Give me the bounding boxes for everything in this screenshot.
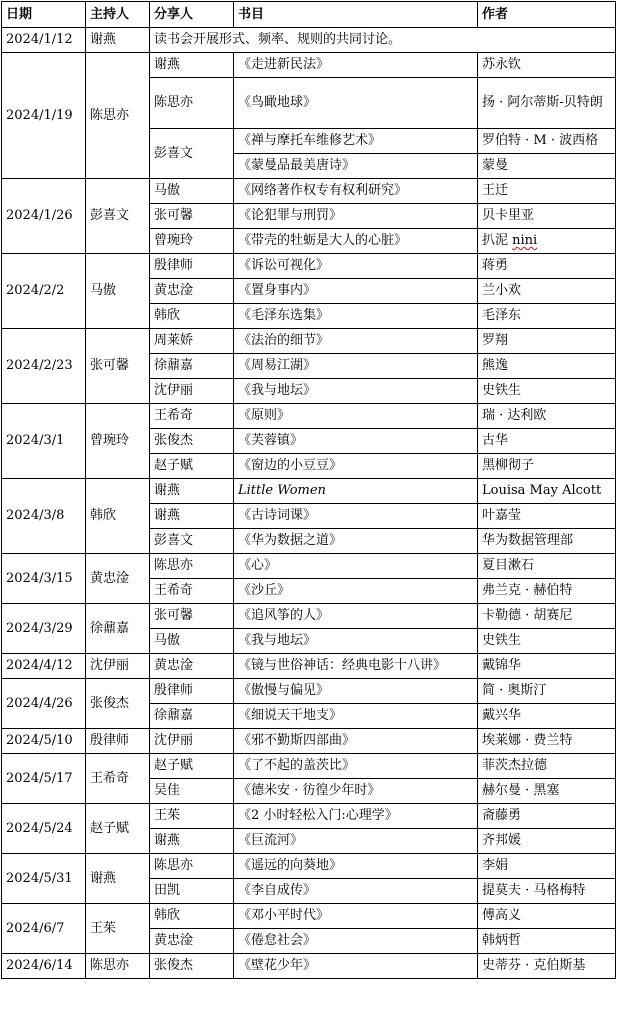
session-date: 2024/2/2 — [2, 254, 86, 329]
session-row — [2, 53, 616, 78]
session-row — [2, 179, 616, 204]
book-title: 《鸟瞰地球》 — [234, 78, 478, 129]
book-author: 罗伯特 · M · 波西格 — [478, 129, 616, 154]
book-title: 《细说天干地支》 — [234, 704, 478, 729]
book-author: 古华 — [478, 429, 616, 454]
session-host: 陈思亦 — [86, 954, 150, 979]
book-title: 《华为数据之道》 — [234, 529, 478, 554]
session-date: 2024/1/26 — [2, 179, 86, 254]
session-date: 2024/4/12 — [2, 654, 86, 679]
book-author: 毛泽东 — [478, 304, 616, 329]
session-date: 2024/5/17 — [2, 754, 86, 804]
sharer-cell: 徐鼐嘉 — [150, 704, 234, 729]
book-author: 史铁生 — [478, 379, 616, 404]
book-title: 《毛泽东选集》 — [234, 304, 478, 329]
book-author: 扒泥 nini — [478, 229, 616, 254]
book-title: 《倦怠社会》 — [234, 929, 478, 954]
session-row — [2, 679, 616, 704]
book-title: 《邪不勤斯四部曲》 — [234, 729, 478, 754]
schedule-body — [2, 28, 616, 979]
session-host: 马傲 — [86, 254, 150, 329]
sharer-cell: 王茱 — [150, 804, 234, 829]
sharer-cell: 彭喜文 — [150, 129, 234, 179]
sharer-cell: 王希奇 — [150, 404, 234, 429]
sharer-cell: 彭喜文 — [150, 529, 234, 554]
book-author: 罗翔 — [478, 329, 616, 354]
sharer-cell: 谢燕 — [150, 829, 234, 854]
session-row — [2, 754, 616, 779]
book-author: 弗兰克 · 赫伯特 — [478, 579, 616, 604]
sharer-cell: 沈伊丽 — [150, 729, 234, 754]
book-title: 《傲慢与偏见》 — [234, 679, 478, 704]
book-author: 戴兴华 — [478, 704, 616, 729]
book-author: 卡勒德 · 胡赛尼 — [478, 604, 616, 629]
sharer-cell: 王希奇 — [150, 579, 234, 604]
book-title: 《2 小时轻松入门:心理学》 — [234, 804, 478, 829]
session-row — [2, 329, 616, 354]
book-author: 齐邦媛 — [478, 829, 616, 854]
book-title: 《古诗词课》 — [234, 504, 478, 529]
header-author: 作者 — [478, 2, 616, 28]
book-title: 《我与地坛》 — [234, 629, 478, 654]
book-author: 戴锦华 — [478, 654, 616, 679]
sharer-cell: 张俊杰 — [150, 954, 234, 979]
book-title: 《诉讼可视化》 — [234, 254, 478, 279]
session-host: 彭喜文 — [86, 179, 150, 254]
header-date: 日期 — [2, 2, 86, 28]
sharer-cell: 马傲 — [150, 179, 234, 204]
sharer-cell: 谢燕 — [150, 53, 234, 78]
session-host: 徐鼐嘉 — [86, 604, 150, 654]
book-author: 夏目漱石 — [478, 554, 616, 579]
sharer-cell: 田凯 — [150, 879, 234, 904]
book-title: 《置身事内》 — [234, 279, 478, 304]
book-title: 《法治的细节》 — [234, 329, 478, 354]
session-host: 沈伊丽 — [86, 654, 150, 679]
sharer-cell: 张可馨 — [150, 204, 234, 229]
header-book: 书目 — [234, 2, 478, 28]
session-host: 陈思亦 — [86, 53, 150, 179]
sharer-cell: 徐鼐嘉 — [150, 354, 234, 379]
book-author: 李娟 — [478, 854, 616, 879]
sharer-cell: 张俊杰 — [150, 429, 234, 454]
book-author: 斋藤勇 — [478, 804, 616, 829]
book-title: 《网络著作权专有权利研究》 — [234, 179, 478, 204]
session-row — [2, 954, 616, 979]
book-author: 韩炳哲 — [478, 929, 616, 954]
sharer-cell: 陈思亦 — [150, 854, 234, 879]
book-title: 《李自成传》 — [234, 879, 478, 904]
session-row — [2, 28, 616, 53]
session-date: 2024/2/23 — [2, 329, 86, 404]
book-title: 《追风筝的人》 — [234, 604, 478, 629]
book-title: 《德米安 · 彷徨少年时》 — [234, 779, 478, 804]
schedule-table — [1, 1, 616, 979]
sharer-cell: 黄忠淦 — [150, 929, 234, 954]
sharer-cell: 殷律师 — [150, 254, 234, 279]
session-row — [2, 479, 616, 504]
book-author: 蒋勇 — [478, 254, 616, 279]
session-host: 谢燕 — [86, 854, 150, 904]
session-row — [2, 904, 616, 929]
sharer-cell: 赵子赋 — [150, 754, 234, 779]
sharer-cell: 陈思亦 — [150, 554, 234, 579]
session-date: 2024/3/8 — [2, 479, 86, 554]
session-date: 2024/4/26 — [2, 679, 86, 729]
session-host: 谢燕 — [86, 28, 150, 53]
session-row — [2, 729, 616, 754]
session-date: 2024/3/29 — [2, 604, 86, 654]
book-title: 《沙丘》 — [234, 579, 478, 604]
session-host: 王希奇 — [86, 754, 150, 804]
header-host: 主持人 — [86, 2, 150, 28]
session-date: 2024/3/1 — [2, 404, 86, 479]
book-author: 黑柳彻子 — [478, 454, 616, 479]
session-host: 王茱 — [86, 904, 150, 954]
session-host: 黄忠淦 — [86, 554, 150, 604]
sharer-cell: 张可馨 — [150, 604, 234, 629]
book-title: 《蒙曼品最美唐诗》 — [234, 154, 478, 179]
session-date: 2024/5/10 — [2, 729, 86, 754]
sharer-cell: 黄忠淦 — [150, 279, 234, 304]
session-date: 2024/1/19 — [2, 53, 86, 179]
book-author: 简 · 奥斯汀 — [478, 679, 616, 704]
book-author: 史铁生 — [478, 629, 616, 654]
book-title: 《走进新民法》 — [234, 53, 478, 78]
sharer-cell: 沈伊丽 — [150, 379, 234, 404]
session-row — [2, 604, 616, 629]
book-author: 贝卡里亚 — [478, 204, 616, 229]
session-host: 韩欣 — [86, 479, 150, 554]
session-date: 2024/6/14 — [2, 954, 86, 979]
sharer-cell: 马傲 — [150, 629, 234, 654]
session-date: 2024/3/15 — [2, 554, 86, 604]
session-row — [2, 254, 616, 279]
sharer-cell: 殷律师 — [150, 679, 234, 704]
session-note: 读书会开展形式、频率、规则的共同讨论。 — [150, 28, 616, 53]
book-author: 提莫夫 · 马格梅特 — [478, 879, 616, 904]
session-host: 赵子赋 — [86, 804, 150, 854]
sharer-cell: 谢燕 — [150, 504, 234, 529]
session-date: 2024/1/12 — [2, 28, 86, 53]
book-title: 《心》 — [234, 554, 478, 579]
book-title: 《我与地坛》 — [234, 379, 478, 404]
header-sharer: 分享人 — [150, 2, 234, 28]
header-row — [2, 2, 616, 28]
session-row — [2, 554, 616, 579]
book-title: 《壁花少年》 — [234, 954, 478, 979]
book-author: 扬 · 阿尔蒂斯-贝特朗 — [478, 78, 616, 129]
session-row — [2, 654, 616, 679]
session-date: 2024/6/7 — [2, 904, 86, 954]
book-title: 《镜与世俗神话：经典电影十八讲》 — [234, 654, 478, 679]
book-author: 瑞 · 达利欧 — [478, 404, 616, 429]
session-host: 曾琬玲 — [86, 404, 150, 479]
session-date: 2024/5/24 — [2, 804, 86, 854]
book-title: 《邓小平时代》 — [234, 904, 478, 929]
book-author: 傅高义 — [478, 904, 616, 929]
book-author: 史蒂芬 · 克伯斯基 — [478, 954, 616, 979]
sharer-cell: 韩欣 — [150, 304, 234, 329]
sharer-cell: 吴佳 — [150, 779, 234, 804]
sharer-cell: 谢燕 — [150, 479, 234, 504]
book-author: Louisa May Alcott — [478, 479, 616, 504]
book-author: 兰小欢 — [478, 279, 616, 304]
sharer-cell: 周莱娇 — [150, 329, 234, 354]
book-author: 蒙曼 — [478, 154, 616, 179]
book-author: 华为数据管理部 — [478, 529, 616, 554]
book-title: 《了不起的盖茨比》 — [234, 754, 478, 779]
session-host: 张俊杰 — [86, 679, 150, 729]
book-title: Little Women — [234, 479, 478, 504]
book-author: 苏永钦 — [478, 53, 616, 78]
book-title: 《巨流河》 — [234, 829, 478, 854]
spellcheck-underline: nini — [512, 233, 538, 248]
sharer-cell: 赵子赋 — [150, 454, 234, 479]
book-title: 《遥远的向葵地》 — [234, 854, 478, 879]
book-title: 《论犯罪与刑罚》 — [234, 204, 478, 229]
sharer-cell: 黄忠淦 — [150, 654, 234, 679]
sharer-cell: 陈思亦 — [150, 78, 234, 129]
session-row — [2, 854, 616, 879]
session-host: 殷律师 — [86, 729, 150, 754]
book-author: 菲茨杰拉德 — [478, 754, 616, 779]
session-row — [2, 804, 616, 829]
book-author: 熊逸 — [478, 354, 616, 379]
book-title: 《带壳的牡蛎是大人的心脏》 — [234, 229, 478, 254]
book-title: 《原则》 — [234, 404, 478, 429]
book-author: 王迁 — [478, 179, 616, 204]
book-title: 《禅与摩托车维修艺术》 — [234, 129, 478, 154]
session-host: 张可馨 — [86, 329, 150, 404]
sharer-cell: 韩欣 — [150, 904, 234, 929]
session-date: 2024/5/31 — [2, 854, 86, 904]
session-row — [2, 404, 616, 429]
book-title: 《芙蓉镇》 — [234, 429, 478, 454]
book-title: 《周易江湖》 — [234, 354, 478, 379]
sharer-cell: 曾琬玲 — [150, 229, 234, 254]
book-title: 《窗边的小豆豆》 — [234, 454, 478, 479]
book-author: 赫尔曼 · 黑塞 — [478, 779, 616, 804]
book-author: 叶嘉莹 — [478, 504, 616, 529]
book-author: 埃莱娜 · 费兰特 — [478, 729, 616, 754]
